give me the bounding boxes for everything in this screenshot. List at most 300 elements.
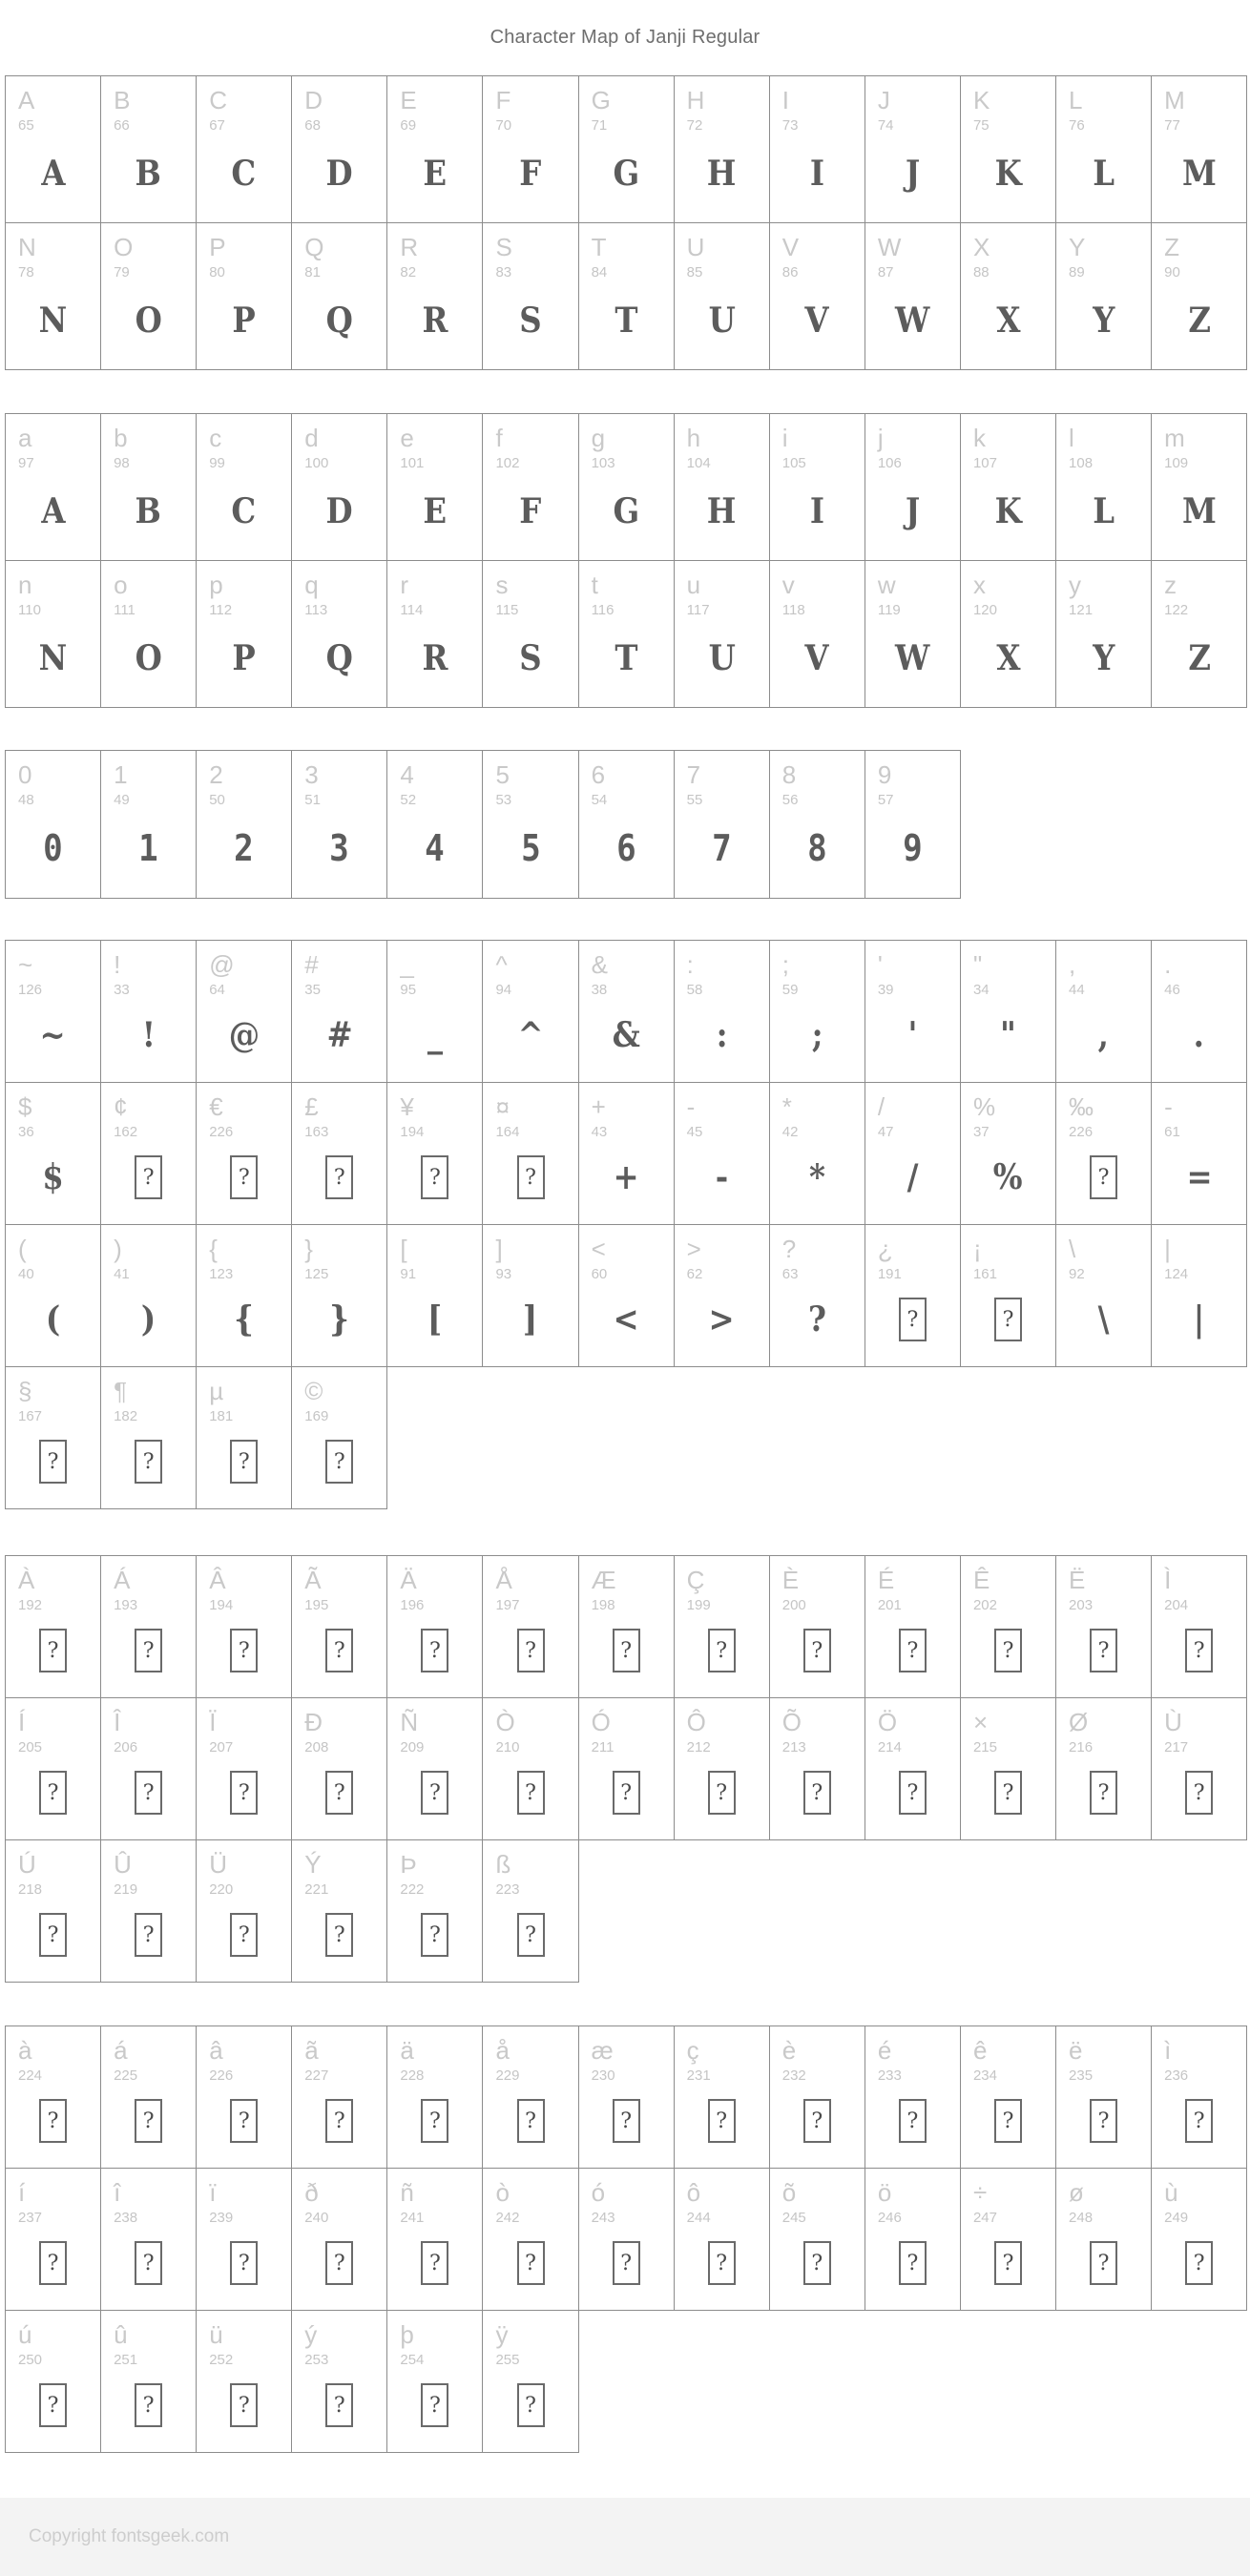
char-cell [387,414,483,561]
cell-code: 68 [304,117,321,134]
cell-glyph: J [905,153,921,194]
char-cell [483,76,578,223]
cell-code: 90 [1164,264,1180,280]
cell-glyph: ] [523,1299,538,1340]
cell-label: Ú [18,1850,36,1879]
cell-glyph-area [209,618,291,707]
cell-glyph: . [1194,1015,1205,1055]
cell-glyph-area [114,2084,196,2168]
cell-label: q [304,571,319,599]
cell-label: w [877,571,896,599]
cell-code: 205 [18,1739,43,1755]
char-cell [483,414,578,561]
cell-glyph-area [1069,2226,1151,2310]
cell-glyph-area [1164,280,1246,369]
cell-glyph-area [114,2368,196,2452]
cell-glyph-area [973,2084,1055,2168]
cell-code: 87 [877,264,894,280]
char-cell [292,2169,387,2311]
cell-label: µ [209,1377,224,1405]
missing-glyph-box: ? [135,2383,162,2427]
cell-glyph-area [400,1755,482,1839]
char-cell [101,1840,197,1983]
cell-code: 88 [972,264,990,280]
cell-label: > [686,1235,701,1263]
cell-glyph: " [1000,1015,1016,1055]
cell-code: 92 [1069,1266,1085,1282]
cell-glyph-area [878,998,960,1082]
missing-glyph-box: ? [899,2241,927,2285]
cell-label: R [400,233,419,261]
cell-glyph: | [1193,1299,1205,1340]
cell-label: Û [114,1850,132,1879]
cell-glyph-area [304,618,386,707]
cell-glyph-area [209,471,291,560]
cell-glyph-area [687,1282,769,1366]
char-cell [6,1556,101,1698]
cell-label: k [972,424,986,452]
cell-code: 217 [1164,1739,1189,1755]
char-cell [1152,1698,1247,1840]
char-cell [101,1367,197,1509]
cell-label: € [209,1092,223,1121]
cell-glyph-area [973,1140,1055,1224]
cell-code: 253 [304,2352,329,2368]
missing-glyph-box: ? [1185,2241,1213,2285]
cell-label: ä [400,2036,414,2065]
cell-glyph-area [973,1613,1055,1697]
char-cell [387,223,483,370]
char-cell [483,1556,578,1698]
cell-code: 198 [591,1597,615,1613]
char-cell [292,941,387,1083]
missing-glyph-box: ? [39,1440,67,1484]
char-cell [197,941,292,1083]
cell-glyph-area [304,1613,386,1697]
cell-glyph-area [18,2368,100,2452]
cell-glyph-area [1069,280,1151,369]
cell-label: ç [686,2036,699,2065]
missing-glyph-box: ? [135,2241,162,2285]
cell-code: 209 [400,1739,425,1755]
cell-label: ¶ [114,1377,128,1405]
cell-glyph-area [782,808,865,898]
cell-glyph: # [326,1015,353,1055]
cell-code: 33 [114,982,130,998]
cell-glyph-area [209,1282,291,1366]
char-cell [961,414,1056,561]
cell-glyph-area [1069,1282,1151,1366]
missing-glyph-box: ? [39,2383,67,2427]
char-cell [579,1225,675,1367]
char-cell [1152,941,1247,1083]
cell-label: Ó [591,1708,611,1736]
cell-glyph-area [973,1282,1055,1366]
cell-label: F [495,86,511,114]
cell-glyph: > [708,1299,735,1340]
cell-label: 2 [209,760,223,789]
char-row [5,1225,1247,1367]
char-cell [483,1225,578,1367]
char-cell [197,76,292,223]
char-cell [1152,1556,1247,1698]
missing-glyph-box: ? [803,2241,831,2285]
cell-code: 78 [18,264,34,280]
cell-label: ð [304,2178,319,2207]
cell-label: $ [18,1092,32,1121]
cell-glyph-area [592,1282,674,1366]
cell-glyph-area [592,2226,674,2310]
char-cell [1056,561,1152,708]
cell-label: Y [1069,233,1086,261]
cell-label: Ð [304,1708,323,1736]
cell-code: 106 [877,455,902,471]
char-cell [197,1698,292,1840]
cell-code: 206 [114,1739,138,1755]
cell-glyph-area [304,2368,386,2452]
cell-label: T [591,233,607,261]
char-cell [1056,941,1152,1083]
cell-label: Í [18,1708,26,1736]
cell-label: ï [209,2178,217,2207]
cell-label: Ã [304,1566,322,1594]
cell-label: å [495,2036,510,2065]
missing-glyph-box: ? [994,1298,1022,1341]
cell-glyph: L [1093,490,1115,531]
cell-code: 193 [114,1597,138,1613]
char-row [5,2026,1247,2169]
char-cell [292,1367,387,1509]
cell-code: 37 [972,1124,990,1140]
cell-label: } [304,1235,313,1263]
cell-glyph-area [18,2226,100,2310]
char-cell [387,561,483,708]
char-cell [101,414,197,561]
cell-label: ö [877,2178,892,2207]
char-cell [1152,1225,1247,1367]
cell-code: 244 [686,2210,711,2226]
char-cell [292,223,387,370]
missing-glyph-box: ? [517,1629,545,1672]
cell-label: Þ [400,1850,417,1879]
char-cell [579,561,675,708]
char-cell [483,1698,578,1840]
cell-label: g [591,424,606,452]
char-row [5,1840,579,1983]
cell-label: ' [877,950,883,979]
cell-code: 109 [1164,455,1189,471]
cell-code: 167 [18,1408,43,1424]
char-cell [292,751,387,899]
char-cell [579,223,675,370]
cell-glyph-area [782,2226,865,2310]
missing-glyph-box: ? [230,2383,258,2427]
missing-glyph-box: ? [421,2099,448,2143]
missing-glyph-box: ? [803,1771,831,1815]
cell-label: Ê [972,1566,990,1594]
cell-glyph: J [905,490,921,531]
cell-glyph-area [18,1613,100,1697]
cell-glyph: { [234,1299,255,1340]
cell-label: t [591,571,598,599]
cell-code: 111 [114,602,135,618]
char-cell [865,76,961,223]
missing-glyph-box: ? [230,1771,258,1815]
missing-glyph-box: ? [135,1629,162,1672]
cell-code: 161 [972,1266,997,1282]
cell-label: & [591,950,608,979]
cell-label: ê [972,2036,988,2065]
cell-code: 249 [1164,2210,1189,2226]
cell-label: ú [18,2320,32,2349]
cell-glyph-area [973,471,1055,560]
cell-label: : [686,950,694,979]
cell-label: v [781,571,795,599]
cell-code: 239 [209,2210,234,2226]
cell-code: 114 [400,602,424,618]
cell-glyph-area [304,2084,386,2168]
missing-glyph-box: ? [994,1771,1022,1815]
missing-glyph-box: ? [135,1771,162,1815]
missing-glyph-box: ? [230,2099,258,2143]
cell-glyph: R [422,300,448,341]
cell-label: ô [686,2178,701,2207]
cell-glyph-area [114,1898,196,1982]
cell-label: Ì [1164,1566,1172,1594]
cell-label: Ä [400,1566,417,1594]
char-cell [483,561,578,708]
cell-glyph-area [592,471,674,560]
cell-glyph-area [1164,1140,1246,1224]
cell-glyph-area [304,1282,386,1366]
char-cell [770,76,865,223]
cell-code: 86 [781,264,799,280]
char-cell [579,1556,675,1698]
char-cell [387,1083,483,1225]
char-cell [865,2026,961,2169]
cell-glyph-area [687,618,769,707]
cell-glyph: G [613,153,639,194]
cell-label: ø [1069,2178,1084,2207]
cell-glyph: N [38,637,68,678]
cell-code: 243 [591,2210,615,2226]
char-row [5,1698,1247,1840]
missing-glyph-box: ? [230,1155,258,1199]
cell-code: 203 [1069,1597,1094,1613]
cell-code: 51 [304,792,321,808]
cell-label: Î [114,1708,121,1736]
cell-label: L [1069,86,1083,114]
cell-glyph-area [782,471,865,560]
cell-code: 65 [18,117,34,134]
cell-glyph: 4 [425,827,446,869]
char-cell [1056,223,1152,370]
cell-label: C [209,86,227,114]
cell-label: æ [591,2036,614,2065]
cell-label: @ [209,950,235,979]
cell-code: 212 [686,1739,711,1755]
cell-code: 216 [1069,1739,1094,1755]
cell-code: 75 [972,117,990,134]
cell-glyph-area [878,2226,960,2310]
cell-glyph: X [995,637,1021,678]
missing-glyph-box: ? [613,2099,640,2143]
cell-code: 48 [18,792,34,808]
cell-code: 102 [495,455,520,471]
missing-glyph-box: ? [325,2241,353,2285]
cell-code: 62 [686,1266,703,1282]
cell-glyph-area [1069,1755,1151,1839]
cell-glyph-area [400,1140,482,1224]
cell-code: 35 [304,982,321,998]
cell-code: 117 [686,602,710,618]
cell-label: ¢ [114,1092,128,1121]
missing-glyph-box: ? [1090,2099,1117,2143]
cell-glyph: Q [325,300,353,341]
cell-code: 214 [877,1739,902,1755]
cell-code: 79 [114,264,130,280]
cell-glyph-area [114,134,196,222]
cell-label: Q [304,233,324,261]
cell-code: 44 [1069,982,1085,998]
cell-label: Ï [209,1708,217,1736]
cell-glyph: 8 [806,827,827,869]
missing-glyph-box: ? [39,2099,67,2143]
char-cell [197,2311,292,2453]
cell-label: E [400,86,417,114]
cell-label: b [114,424,128,452]
char-cell [770,1083,865,1225]
cell-glyph-area [495,998,577,1082]
cell-glyph-area [973,998,1055,1082]
char-cell [675,223,770,370]
cell-code: 105 [781,455,806,471]
char-cell [292,1698,387,1840]
char-cell [865,941,961,1083]
cell-label: V [781,233,800,261]
cell-code: 235 [1069,2067,1094,2084]
char-cell [961,1083,1056,1225]
char-cell [292,561,387,708]
cell-label: ñ [400,2178,414,2207]
cell-code: 210 [495,1739,520,1755]
cell-label: i [781,424,788,452]
char-cell [292,1840,387,1983]
cell-label: 1 [114,760,128,789]
cell-glyph-area [687,1613,769,1697]
missing-glyph-box: ? [899,1298,927,1341]
cell-label: ý [304,2320,318,2349]
char-cell [1056,414,1152,561]
cell-glyph: 6 [615,827,636,869]
cell-label: y [1069,571,1082,599]
cell-glyph-area [878,618,960,707]
cell-code: 194 [209,1597,234,1613]
cell-label: õ [781,2178,797,2207]
cell-label: N [18,233,36,261]
cell-glyph-area [1069,618,1151,707]
cell-glyph-area [18,1424,100,1508]
char-cell [579,751,675,899]
cell-label: Æ [591,1566,616,1594]
missing-glyph-box: ? [325,1440,353,1484]
char-cell [675,1698,770,1840]
cell-code: 115 [495,602,519,618]
char-grid-accented-lowercase [5,2025,1247,2453]
cell-label: © [304,1377,323,1405]
cell-glyph-area [1164,2084,1246,2168]
missing-glyph-box: ? [708,2099,736,2143]
cell-code: 72 [686,117,703,134]
cell-code: 63 [781,1266,799,1282]
cell-code: 223 [495,1881,520,1898]
cell-label: 6 [591,760,606,789]
cell-code: 53 [495,792,512,808]
char-cell [292,2311,387,2453]
cell-glyph: ~ [39,1015,67,1055]
cell-code: 229 [495,2067,520,2084]
cell-label: 8 [781,760,797,789]
char-cell [387,2311,483,2453]
cell-code: 59 [781,982,799,998]
cell-code: 232 [781,2067,806,2084]
cell-glyph-area [18,1282,100,1366]
cell-label: f [495,424,503,452]
char-cell [483,223,578,370]
cell-label: , [1069,950,1076,979]
cell-code: 116 [591,602,615,618]
cell-code: 93 [495,1266,512,1282]
cell-code: 110 [18,602,41,618]
cell-code: 47 [877,1124,894,1140]
cell-glyph: K [994,153,1022,194]
char-cell [1152,2169,1247,2311]
missing-glyph-box: ? [994,2241,1022,2285]
cell-glyph-area [304,1140,386,1224]
cell-glyph: & [612,1015,640,1055]
missing-glyph-box: ? [421,1771,448,1815]
cell-label: Ö [877,1708,898,1736]
cell-glyph: ; [811,1015,823,1055]
cell-label: [ [400,1235,407,1263]
cell-glyph: T [615,300,638,341]
copyright-text: Copyright fontsgeek.com [29,2526,230,2546]
cell-glyph: @ [228,1015,260,1055]
missing-glyph-box: ? [39,1771,67,1815]
cell-glyph-area [495,618,577,707]
char-cell [961,1698,1056,1840]
cell-label: È [781,1566,800,1594]
cell-glyph-area [18,998,100,1082]
cell-code: 125 [304,1266,329,1282]
cell-glyph-area [18,280,100,369]
char-cell [483,2169,578,2311]
char-cell [387,1698,483,1840]
cell-label: ) [114,1235,122,1263]
cell-glyph-area [18,618,100,707]
cell-glyph-area [1164,1613,1246,1697]
cell-glyph: W [895,637,930,678]
char-cell [483,751,578,899]
char-cell [865,751,961,899]
cell-glyph: F [519,153,542,194]
cell-label: ë [1069,2036,1083,2065]
cell-glyph-area [495,2368,577,2452]
cell-glyph: O [135,300,162,341]
cell-label: / [877,1092,885,1121]
char-cell [961,2026,1056,2169]
cell-label: à [18,2036,32,2065]
